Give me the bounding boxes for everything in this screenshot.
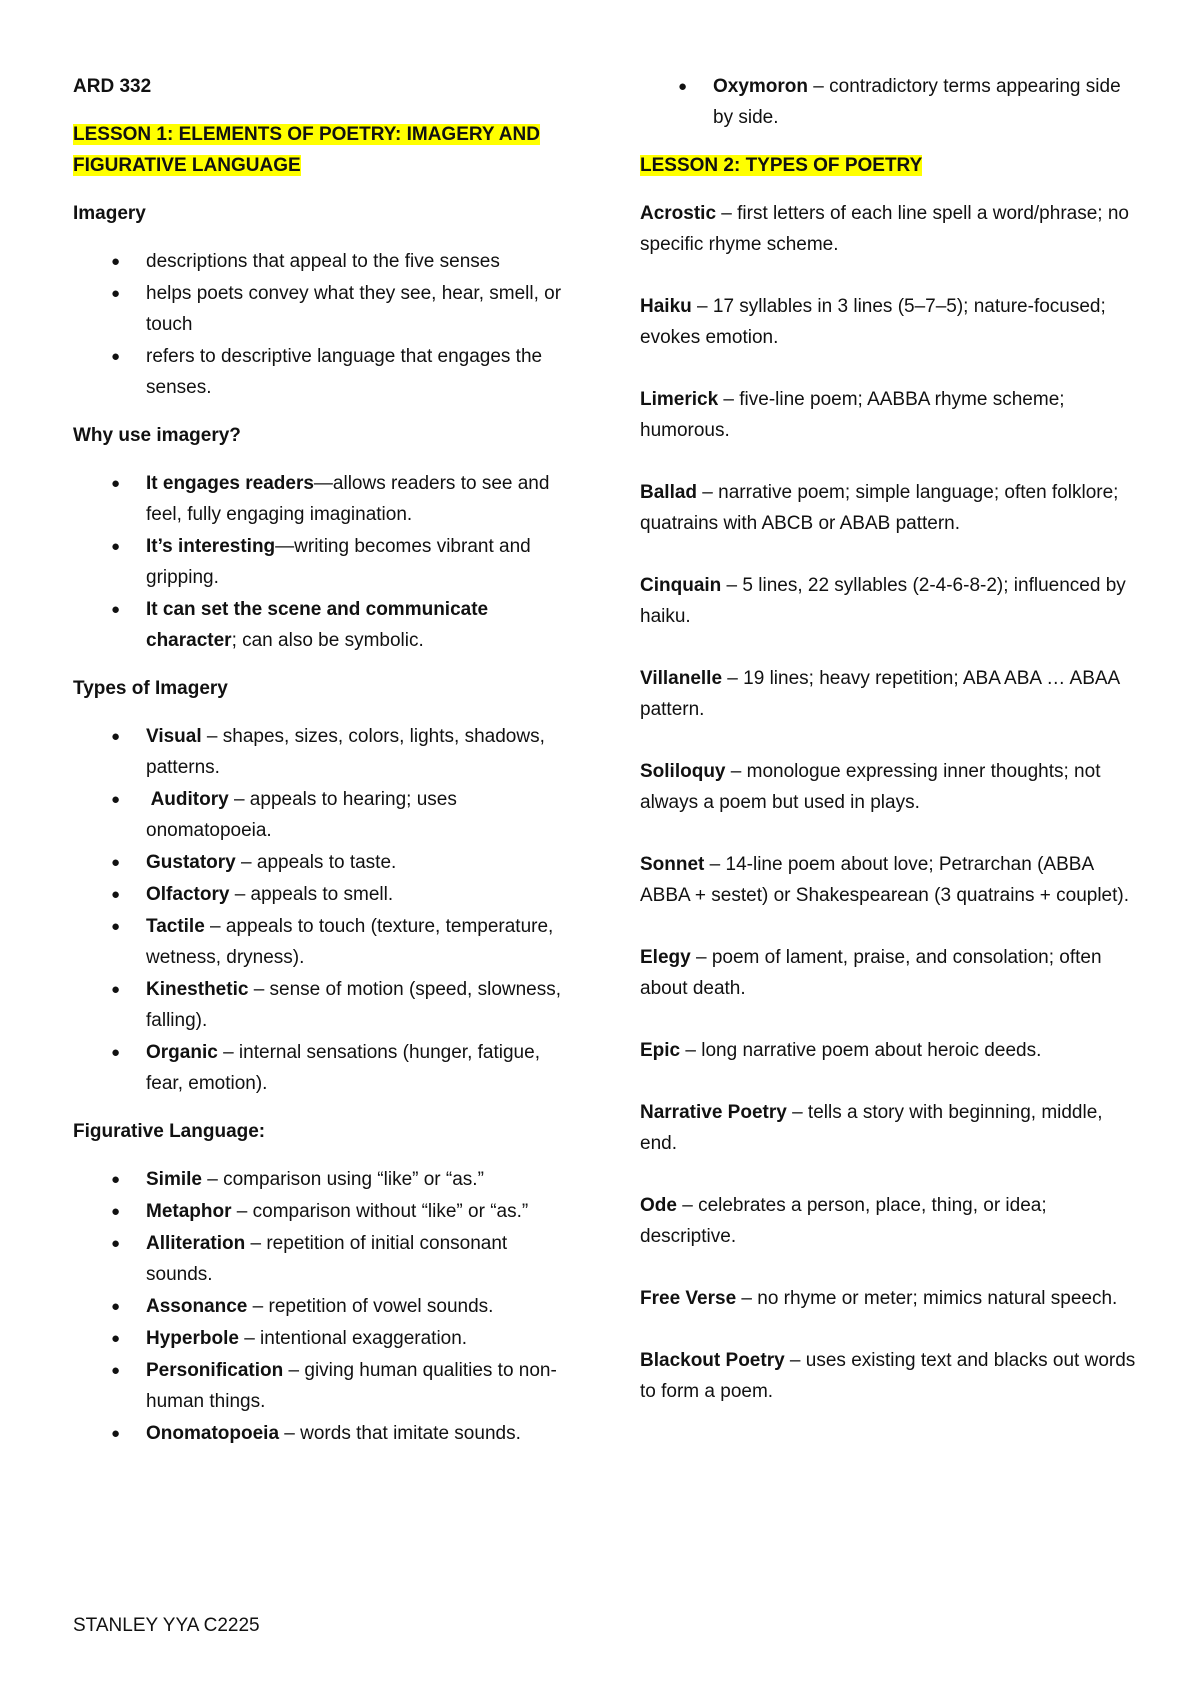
list-item-text: – words that imitate sounds. bbox=[279, 1423, 521, 1444]
list-item-term: Assonance bbox=[146, 1296, 248, 1317]
poetry-type-term: Elegy bbox=[640, 947, 691, 968]
bullet-icon: ● bbox=[111, 348, 121, 365]
list-item-text: – intentional exaggeration. bbox=[238, 1328, 468, 1349]
poetry-type-entry bbox=[640, 663, 1140, 725]
list-item bbox=[73, 341, 573, 403]
figurative-language-heading: Figurative Language: bbox=[73, 1121, 266, 1142]
list-item bbox=[73, 1196, 573, 1227]
figurative-language-list-continued bbox=[640, 71, 1140, 133]
course-code: ARD 332 bbox=[73, 76, 152, 97]
why-imagery-heading: Why use imagery? bbox=[73, 425, 241, 446]
poetry-type-entry bbox=[640, 384, 1140, 446]
list-item-text: – appeals to smell. bbox=[229, 884, 394, 905]
bullet-icon: ● bbox=[111, 791, 121, 808]
poetry-type-term: Haiku bbox=[640, 296, 692, 317]
poetry-type-term: Epic bbox=[640, 1040, 681, 1061]
list-item bbox=[73, 879, 573, 910]
bullet-icon: ● bbox=[111, 1203, 121, 1220]
bullet-icon: ● bbox=[111, 918, 121, 935]
bullet-icon: ● bbox=[111, 1044, 121, 1061]
list-item bbox=[73, 594, 573, 656]
left-column bbox=[73, 71, 573, 1466]
poetry-type-description: – celebrates a person, place, thing, or idea; descriptive. bbox=[640, 1195, 1047, 1247]
right-column bbox=[640, 71, 1140, 1407]
poetry-type-description: – no rhyme or meter; mimics natural speech. bbox=[736, 1288, 1118, 1309]
list-item bbox=[73, 531, 573, 593]
list-item bbox=[73, 784, 573, 846]
poetry-type-description: – poem of lament, praise, and consolation; often about death. bbox=[640, 947, 1102, 999]
poetry-type-entry bbox=[640, 942, 1140, 1004]
bullet-icon: ● bbox=[111, 1362, 121, 1379]
poetry-type-term: Limerick bbox=[640, 389, 719, 410]
imagery-heading: Imagery bbox=[73, 203, 146, 224]
poetry-type-entry bbox=[640, 198, 1140, 260]
list-item-term: Organic bbox=[146, 1042, 218, 1063]
poetry-type-entry bbox=[640, 849, 1140, 911]
poetry-type-description: – 17 syllables in 3 lines (5–7–5); nature-focused; evokes emotion. bbox=[640, 296, 1106, 348]
bullet-icon: ● bbox=[678, 78, 688, 95]
bullet-icon: ● bbox=[111, 538, 121, 555]
bullet-icon: ● bbox=[111, 1298, 121, 1315]
list-item bbox=[73, 1037, 573, 1099]
list-item-term: Olfactory bbox=[146, 884, 230, 905]
list-item-term: Simile bbox=[146, 1169, 202, 1190]
list-item-text: refers to descriptive language that engages the senses. bbox=[146, 346, 543, 398]
list-item-text: – repetition of initial consonant sounds. bbox=[146, 1233, 508, 1285]
list-item-term: Metaphor bbox=[146, 1201, 232, 1222]
bullet-icon: ● bbox=[111, 475, 121, 492]
list-item bbox=[73, 278, 573, 340]
list-item-text: —allows readers to see and feel, fully engaging imagination. bbox=[146, 473, 550, 525]
bullet-icon: ● bbox=[111, 1330, 121, 1347]
poetry-type-description: – long narrative poem about heroic deeds. bbox=[680, 1040, 1042, 1061]
figurative-language-list bbox=[73, 1164, 573, 1449]
lesson-2-title bbox=[640, 150, 1140, 181]
list-item-text: ; can also be symbolic. bbox=[231, 630, 424, 651]
list-item-text: – sense of motion (speed, slowness, falling). bbox=[146, 979, 562, 1031]
poetry-type-entry bbox=[640, 477, 1140, 539]
list-item bbox=[73, 974, 573, 1036]
list-item bbox=[73, 1418, 573, 1449]
list-item-term: It’s interesting bbox=[146, 536, 276, 557]
bullet-icon: ● bbox=[111, 1171, 121, 1188]
why-imagery-list bbox=[73, 468, 573, 656]
list-item-term: Oxymoron bbox=[713, 76, 809, 97]
lesson-2-title-text: LESSON 2: TYPES OF POETRY bbox=[640, 155, 923, 176]
poetry-type-entry bbox=[640, 756, 1140, 818]
poetry-type-description: – 5 lines, 22 syllables (2-4-6-8-2); influenced by haiku. bbox=[640, 575, 1126, 627]
list-item-text: – appeals to taste. bbox=[235, 852, 397, 873]
lesson-1-title-text: LESSON 1: ELEMENTS OF POETRY: IMAGERY AND FIGURATIVE LANGUAGE bbox=[73, 124, 540, 176]
list-item-text: descriptions that appeal to the five senses bbox=[146, 251, 500, 272]
poetry-type-term: Narrative Poetry bbox=[640, 1102, 787, 1123]
list-item-text: – internal sensations (hunger, fatigue, fear, emotion). bbox=[146, 1042, 540, 1094]
list-item-text: – contradictory terms appearing side by side. bbox=[713, 76, 1121, 128]
poetry-type-term: Sonnet bbox=[640, 854, 705, 875]
list-item bbox=[73, 911, 573, 973]
list-item bbox=[73, 1164, 573, 1195]
poetry-type-description: – monologue expressing inner thoughts; not always a poem but used in plays. bbox=[640, 761, 1101, 813]
poetry-type-entry bbox=[640, 1283, 1140, 1314]
list-item-term: It can set the scene and communicate character bbox=[146, 599, 489, 651]
bullet-icon: ● bbox=[111, 854, 121, 871]
bullet-icon: ● bbox=[111, 285, 121, 302]
lesson-1-title bbox=[73, 119, 573, 181]
poetry-types-list bbox=[640, 198, 1140, 1407]
list-item-term: Personification bbox=[146, 1360, 284, 1381]
poetry-type-description: – 19 lines; heavy repetition; ABA ABA … ABAA pattern. bbox=[640, 668, 1120, 720]
poetry-type-term: Soliloquy bbox=[640, 761, 726, 782]
poetry-type-term: Villanelle bbox=[640, 668, 723, 689]
list-item-term: Auditory bbox=[146, 789, 229, 810]
list-item-text: – comparison using “like” or “as.” bbox=[201, 1169, 484, 1190]
list-item-text: – appeals to touch (texture, temperature, wetness, dryness). bbox=[146, 916, 554, 968]
poetry-type-term: Ballad bbox=[640, 482, 698, 503]
list-item bbox=[73, 468, 573, 530]
list-item-text: – comparison without “like” or “as.” bbox=[231, 1201, 529, 1222]
poetry-type-term: Acrostic bbox=[640, 203, 717, 224]
poetry-type-description: – first letters of each line spell a word/phrase; no specific rhyme scheme. bbox=[640, 203, 1129, 255]
list-item-term: Visual bbox=[146, 726, 202, 747]
list-item-term: Onomatopoeia bbox=[146, 1423, 280, 1444]
types-of-imagery-heading: Types of Imagery bbox=[73, 678, 228, 699]
types-of-imagery-list bbox=[73, 721, 573, 1099]
poetry-type-term: Cinquain bbox=[640, 575, 722, 596]
poetry-type-entry bbox=[640, 570, 1140, 632]
list-item-term: Gustatory bbox=[146, 852, 236, 873]
poetry-type-description: – uses existing text and blacks out words to form a poem. bbox=[640, 1350, 1136, 1402]
bullet-icon: ● bbox=[111, 1235, 121, 1252]
list-item bbox=[73, 1228, 573, 1290]
poetry-type-term: Free Verse bbox=[640, 1288, 737, 1309]
list-item-text: helps poets convey what they see, hear, smell, or touch bbox=[146, 283, 562, 335]
bullet-icon: ● bbox=[111, 253, 121, 270]
poetry-type-description: – five-line poem; AABBA rhyme scheme; humorous. bbox=[640, 389, 1065, 441]
poetry-type-entry bbox=[640, 1097, 1140, 1159]
list-item-text: – repetition of vowel sounds. bbox=[247, 1296, 494, 1317]
bullet-icon: ● bbox=[111, 601, 121, 618]
bullet-icon: ● bbox=[111, 886, 121, 903]
list-item bbox=[73, 1291, 573, 1322]
list-item bbox=[73, 721, 573, 783]
bullet-icon: ● bbox=[111, 1425, 121, 1442]
list-item-text: – appeals to hearing; uses onomatopoeia. bbox=[146, 789, 457, 841]
list-item-text: —writing becomes vibrant and gripping. bbox=[146, 536, 531, 588]
poetry-type-entry bbox=[640, 1190, 1140, 1252]
poetry-type-description: – tells a story with beginning, middle, end. bbox=[640, 1102, 1103, 1154]
list-item bbox=[640, 71, 1140, 133]
list-item-text: – shapes, sizes, colors, lights, shadows, patterns. bbox=[146, 726, 545, 778]
list-item-term: Alliteration bbox=[146, 1233, 246, 1254]
poetry-type-entry bbox=[640, 1345, 1140, 1407]
list-item-term: Kinesthetic bbox=[146, 979, 249, 1000]
poetry-type-term: Blackout Poetry bbox=[640, 1350, 785, 1371]
list-item bbox=[73, 847, 573, 878]
list-item bbox=[73, 1323, 573, 1354]
poetry-type-description: – 14-line poem about love; Petrarchan (ABBA ABBA + sestet) or Shakespearean (3 quatrains + couplet). bbox=[640, 854, 1130, 906]
list-item-term: Hyperbole bbox=[146, 1328, 239, 1349]
poetry-type-term: Ode bbox=[640, 1195, 677, 1216]
imagery-list bbox=[73, 246, 573, 403]
list-item-term: Tactile bbox=[146, 916, 205, 937]
list-item-term: It engages readers bbox=[146, 473, 314, 494]
poetry-type-entry bbox=[640, 1035, 1140, 1066]
list-item-text: – giving human qualities to non-human things. bbox=[146, 1360, 557, 1412]
list-item bbox=[73, 1355, 573, 1417]
footer-author: STANLEY YYA C2225 bbox=[73, 1615, 260, 1636]
bullet-icon: ● bbox=[111, 728, 121, 745]
poetry-type-entry bbox=[640, 291, 1140, 353]
poetry-type-description: – narrative poem; simple language; often folklore; quatrains with ABCB or ABAB pattern. bbox=[640, 482, 1119, 534]
bullet-icon: ● bbox=[111, 981, 121, 998]
list-item bbox=[73, 246, 573, 277]
